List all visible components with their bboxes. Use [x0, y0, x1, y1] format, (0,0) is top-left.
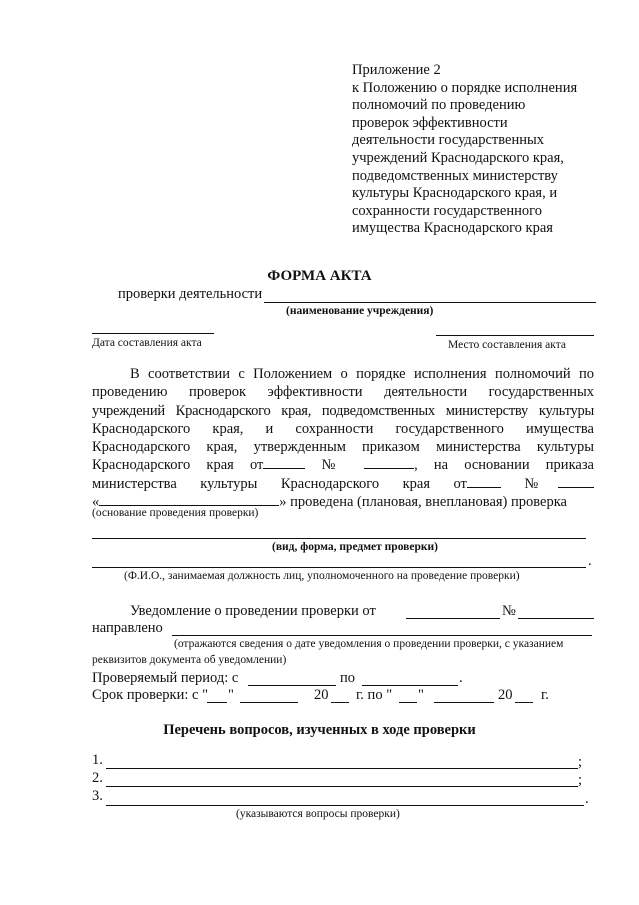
- order-date-field[interactable]: [263, 456, 305, 469]
- inspection-label: проверки деятельности: [118, 286, 263, 302]
- ministry-order-number-sign: №: [524, 475, 558, 492]
- order-basis-text: , на основании приказа: [414, 457, 594, 474]
- question-field-3[interactable]: [106, 805, 584, 806]
- term-to-label: г. по ": [356, 687, 393, 703]
- paragraph-line: Краснодарского края, и сохранности государственного имущества: [92, 420, 594, 437]
- appendix-line: подведомственных министерству: [352, 167, 558, 184]
- term-end-month-field[interactable]: [434, 702, 494, 703]
- term-quote-end: ": [418, 687, 424, 703]
- notice-number-field[interactable]: [518, 618, 594, 619]
- term-end-year-prefix: 20: [498, 687, 513, 703]
- notice-caption: (отражаются сведения о дате уведомления о проведении проверки, с указанием: [174, 638, 564, 650]
- appendix-line: Приложение 2: [352, 62, 441, 78]
- question-end: ;: [578, 772, 583, 788]
- order-from-text: Краснодарского края от: [92, 457, 264, 474]
- term-year-suffix: г.: [541, 687, 549, 703]
- order-number-field[interactable]: [364, 456, 414, 469]
- term-start-day-field[interactable]: [207, 702, 227, 703]
- ministry-order-text: министерства культуры Краснодарского края от: [92, 475, 467, 492]
- period-end-dot: .: [459, 670, 463, 686]
- question-field-2[interactable]: [106, 786, 578, 787]
- paragraph-line: В соответствии с Положением о порядке исполнения полномочий по: [130, 366, 594, 382]
- appendix-line: деятельности государственных: [352, 132, 544, 149]
- order-number-sign: №: [321, 457, 348, 474]
- term-year-prefix: 20: [314, 687, 329, 703]
- fio-field[interactable]: [92, 567, 586, 568]
- question-end: ;: [578, 754, 583, 770]
- questions-title: Перечень вопросов, изученных в ходе проверки: [163, 722, 476, 738]
- paragraph-line: учреждений Краснодарского края, подведомственных министерству культуры: [92, 402, 594, 419]
- appendix-block: [352, 62, 612, 238]
- notice-date-field[interactable]: [406, 618, 500, 619]
- paragraph-line-ministry-order: [92, 475, 594, 493]
- notice-caption-continued: реквизитов документа об уведомлении): [92, 654, 287, 666]
- appendix-line: имущества Краснодарского края: [352, 220, 553, 237]
- sent-label: направлено: [92, 620, 163, 636]
- basis-caption: (основание проведения проверки): [92, 507, 259, 519]
- question-field-1[interactable]: [106, 768, 578, 769]
- ministry-order-number-field[interactable]: [558, 475, 594, 488]
- term-end-day-field[interactable]: [399, 702, 417, 703]
- term-label: Срок проверки: с ": [92, 687, 208, 703]
- question-number: 2.: [92, 770, 103, 786]
- term-start-year-field[interactable]: [331, 702, 349, 703]
- type-form-field[interactable]: [92, 538, 586, 539]
- appendix-line: учреждений Краснодарского края,: [352, 149, 564, 166]
- appendix-line: культуры Краснодарского края, и: [352, 185, 558, 202]
- question-number: 3.: [92, 788, 103, 804]
- institution-caption: (наименование учреждения): [286, 305, 434, 317]
- appendix-line: проверок эффективности: [352, 114, 508, 131]
- ministry-order-date-field[interactable]: [467, 475, 501, 488]
- term-quote: ": [228, 687, 234, 703]
- appendix-line: сохранности государственного: [352, 202, 542, 219]
- conducted-text: » проведена (плановая, внеплановая) проверка: [279, 494, 567, 511]
- period-start-field[interactable]: [248, 685, 336, 686]
- period-end-field[interactable]: [362, 685, 458, 686]
- date-field[interactable]: [92, 333, 214, 334]
- question-number: 1.: [92, 752, 103, 768]
- notice-text: Уведомление о проведении проверки от: [130, 603, 376, 619]
- notice-number-sign: №: [502, 603, 516, 619]
- appendix-line: полномочий по проведению: [352, 97, 526, 114]
- date-caption: Дата составления акта: [92, 337, 202, 349]
- paragraph-line: Краснодарского края, утвержденным приказом министерства культуры: [92, 439, 594, 456]
- paragraph-line-order: [92, 456, 594, 474]
- fio-caption: (Ф.И.О., занимаемая должность лиц, уполномоченного на проведение проверки): [124, 570, 520, 582]
- place-caption: Место составления акта: [448, 339, 566, 351]
- quote-open: «: [92, 494, 100, 511]
- sent-field[interactable]: [172, 635, 592, 636]
- appendix-line: к Положению о порядке исполнения: [352, 79, 578, 96]
- institution-name-field[interactable]: [264, 302, 596, 303]
- type-form-caption: (вид, форма, предмет проверки): [272, 541, 438, 553]
- paragraph-line: проведению проверок эффективности деятельности государственных: [92, 384, 594, 401]
- main-paragraph: [92, 365, 594, 511]
- form-title: ФОРМА АКТА: [267, 268, 372, 284]
- questions-caption: (указываются вопросы проверки): [236, 808, 400, 820]
- period-to-label: по: [340, 670, 356, 686]
- question-end: .: [585, 791, 589, 807]
- term-start-month-field[interactable]: [240, 702, 298, 703]
- order-title-field[interactable]: [99, 493, 279, 506]
- term-end-year-field[interactable]: [515, 702, 533, 703]
- fio-end-dot: .: [588, 553, 592, 569]
- period-label: Проверяемый период: с: [92, 670, 239, 686]
- place-field[interactable]: [436, 335, 594, 336]
